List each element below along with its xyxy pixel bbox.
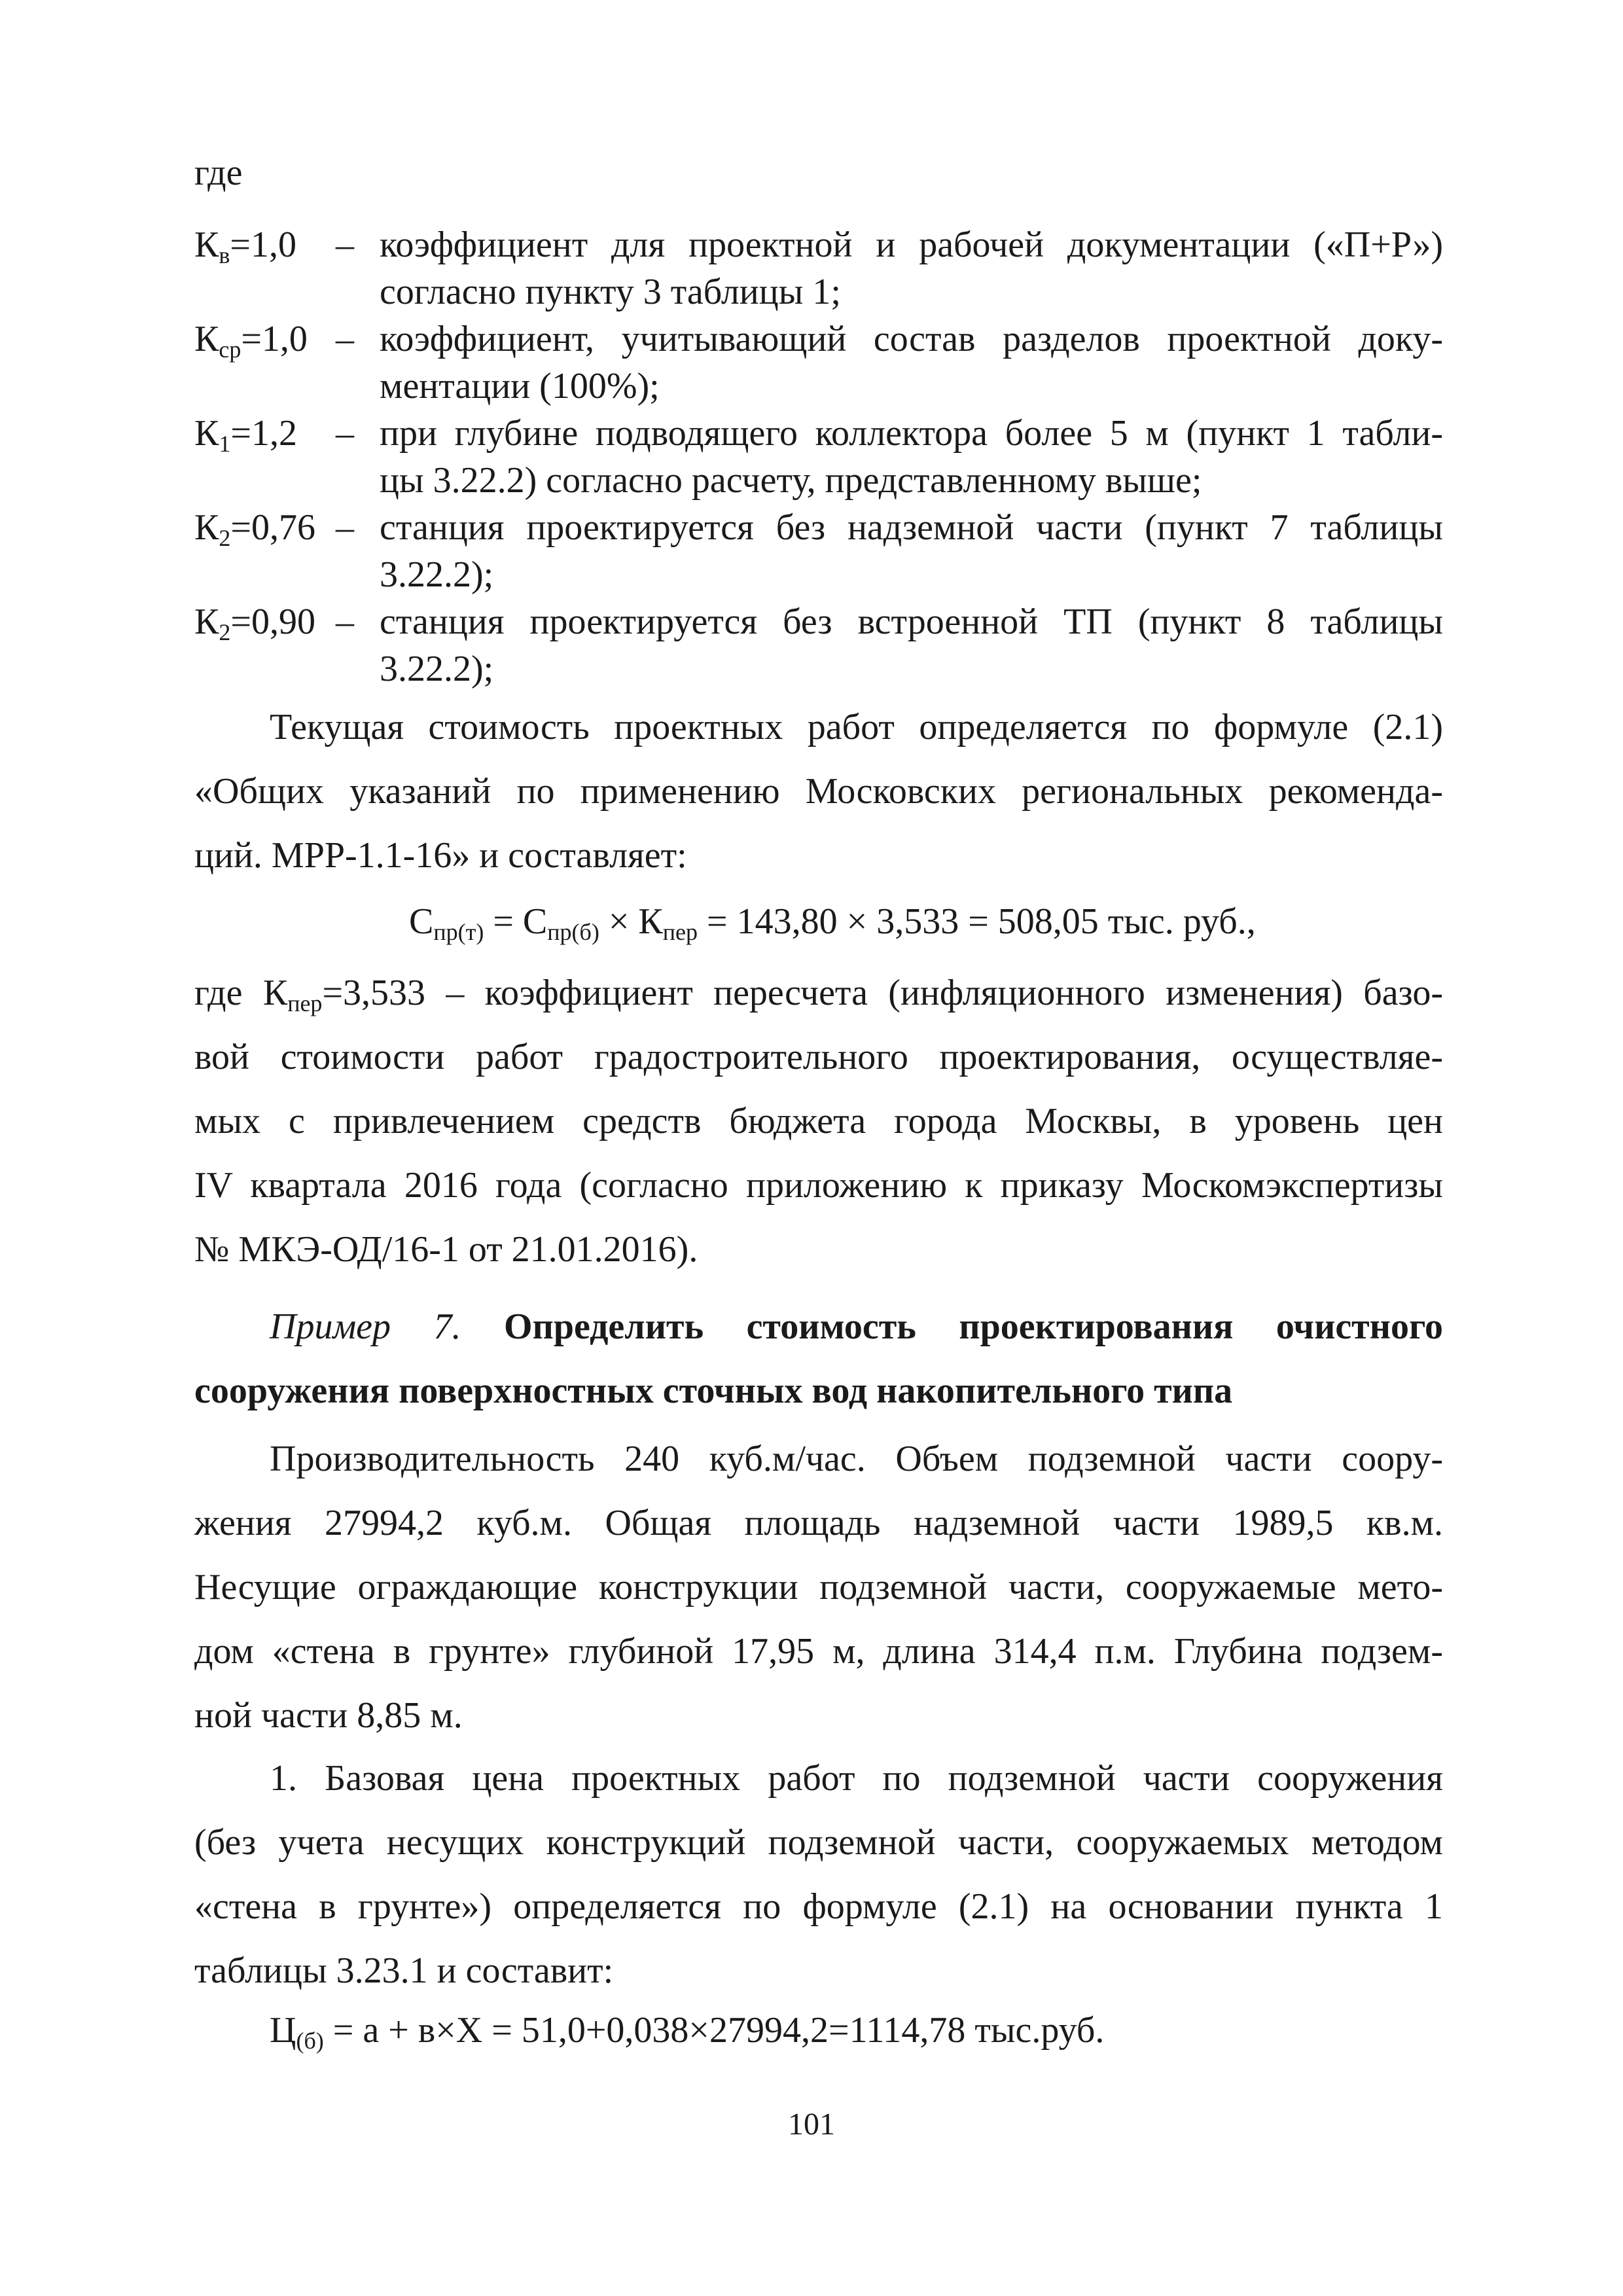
paragraph-current-cost: Текущая стоимость проектных работ определяется по формуле (2.1) «Общих указаний по применению Московских региональных рекоменда- ций. МРР-1.1-16» и составляет: — [194, 707, 1443, 876]
def-dash: – — [336, 601, 354, 642]
def-symbol: $К_2=0,76$ — [194, 507, 315, 551]
page-number: 101 — [788, 2107, 835, 2142]
formula-current-cost: $С_{пр(т)} = С_{пр(б)} \times К_{пер} = 143,80 \times 3,533 = 508,05$ тыс. руб., — [409, 901, 1256, 945]
def-dash: – — [336, 224, 354, 265]
def-symbol: $К_{ср}=1,0$ — [194, 319, 308, 363]
def-dash: – — [336, 413, 354, 454]
paragraph-coefficient: где $К_{пер}=3,533$ – коэффициент пересчета (инфляционного изменения) базо- вой стоимости работ градостроительного проектирования, осуществляе- мых с привлечением средств бюджета города Москвы, в уровень цен IV квартала 2016 года (согласно приложению к приказу Москомэкспертизы № МКЭ-ОД/16-1 от 21.01.2016). — [194, 973, 1444, 1270]
def-text: станция проектируется без надземной части (пункт 7 таблицы 3.22.2); — [380, 507, 1443, 595]
intro-word: где — [194, 152, 243, 193]
paragraph-base-price: 1. Базовая цена проектных работ по подземной части сооружения (без учета несущих конструкций подземной части, сооружаемых методом «стена в грунте») определяется по формуле (2.1) на основании пункта 1 таблицы 3.23.1 и составит: — [194, 1758, 1443, 1991]
def-symbol: $К_в=1,0$ — [194, 224, 296, 268]
example-label: Пример 7. — [270, 1306, 461, 1347]
def-dash: – — [336, 319, 354, 359]
def-text: станция проектируется без встроенной ТП (пункт 8 таблицы 3.22.2); — [380, 601, 1443, 689]
def-text: коэффициент для проектной и рабочей документации («П+Р») согласно пункту 3 таблицы 1; — [380, 224, 1443, 312]
def-text: коэффициент, учитывающий состав разделов проектной доку- ментации (100%); — [380, 319, 1443, 406]
example-heading — [194, 1295, 1443, 1423]
paragraph-parameters: Производительность 240 куб.м/час. Объем подземной части соору- жения 27994,2 куб.м. Общая площадь надземной части 1989,5 кв.м. Несущие ограждающие конструкции подземной части, сооружаемые мето- дом «стена в грунте» глубиной 17,95 м, длина 314,4 п.м. Глубина подзем- ной части 8,85 м. — [194, 1439, 1443, 1736]
def-dash: – — [336, 507, 354, 548]
example-title: Определить стоимость проектирования очистного — [504, 1306, 1443, 1347]
def-symbol: $К_1=1,2$ — [194, 413, 297, 457]
def-symbol: $К_2=0,90$ — [194, 601, 315, 645]
formula-base-price: $Ц_{(б)} = а + в\times Х = 51,0+0,038\times 27994,2=1114,78$ тыс.руб. — [270, 2010, 1105, 2054]
example-title-line2: сооружения поверхностных сточных вод накопительного типа — [194, 1371, 1233, 1411]
def-text: при глубине подводящего коллектора более 5 м (пункт 1 табли- цы 3.22.2) согласно расчету, представленному выше; — [380, 413, 1443, 501]
